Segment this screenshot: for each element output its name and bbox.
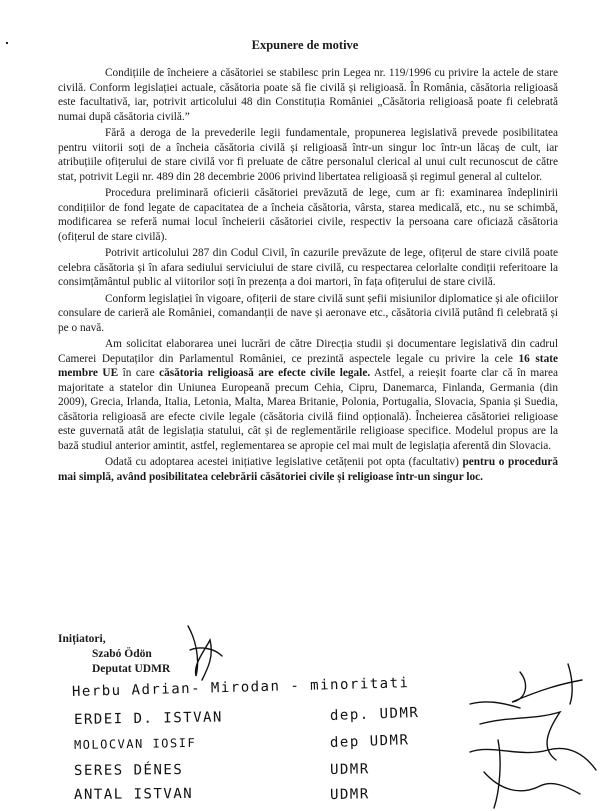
handwritten-party: UDMR [329,786,370,803]
paragraph-7-bold: pentru o procedură mai simplă, având posibilitatea celebrării căsătoriei civile și religioase într-un singur loc. [58,456,559,483]
initiators-heading: Inițiatori, [58,633,106,645]
handwritten-name: ERDEI D. ISTVAN [73,709,224,728]
handwritten-party: UDMR [329,761,370,778]
paragraph-7-text: Odată cu adoptarea acestei inițiative legislative cetățenii pot opta (facultativ) [105,456,463,468]
paragraph-5: Conform legislației în vigoare, ofițerii de stare civilă sunt șefii misiunilor diplomatice și ale oficiilor consulare de carieră ale României, comandanții de nave și aeronave etc., căsătoria civilă putând fi celebrată și pe o navă. [58,292,558,334]
signature-scribble [190,648,222,656]
signature-scribble [470,702,520,708]
paragraph-6-text-c: Astfel, a reieșit foarte clar că în marea majoritate a statelor din Uniunea Europeană precum Cehia, Cipru, Danemarca, Finlanda, Germania (din 2009), Grecia, Irlanda, Italia, Letonia, Malta, Marea Britanie, Polonia, Portugalia, Slovacia, Spania și Suedia, căsătoria religioasă are efecte civile legale (căsătoria civilă fiind opțională). Încheierea căsătoriei religioase este guvernată atât de legislația statului, cât și de reglementările religioase specifice. Modelul propus are la bază studiul anterior amintit, astfel, reglementarea se apropie cel mai mult de legislația aferentă din Slovacia. [58,367,558,452]
handwritten-name: MOLOCVAN IOSIF [73,735,197,752]
paragraph-1: Condițiile de încheiere a căsătoriei se stabilesc prin Legea nr. 119/1996 cu privire la actele de stare civilă. Conform legislației actuale, căsătoria poate să fie civilă și religioasă. În România, căsătoria religioasă este facultativă, iar, potrivit articolului 48 din Constituția României „Căsătoria religioasă poate fi celebrată numai după căsătoria civilă.” [58,67,558,123]
paragraph-2: Fără a deroga de la prevederile legii fundamentale, propunerea legislativă prevede posibilitatea pentru viitorii soți de a încheia căsătoria civilă și religioasă într-un singur loc într-un lăcaș de cult, iar atribuțiile ofițerului de stare civilă vor fi preluate de către personalul clerical al unui cult recunoscut de către stat, potrivit Legii nr. 489 din 28 decembrie 2006 privind libertatea religioasă și regimul general al cultelor. [58,127,558,183]
handwritten-signature-line: Herbu Adrian- Mirodan - minoritati [71,675,410,700]
paragraph-6-bold-b: căsătoria religioasă are efecte civile legale. [159,367,371,379]
signature-scribble [568,664,572,704]
signature-scribble [470,748,596,770]
paragraph-6-bold-a: 16 state membre UE [58,352,558,379]
handwritten-name: ANTAL ISTVAN [73,785,194,803]
handwritten-name: SERES DÉNES [73,762,184,779]
signature-scribble [188,626,211,680]
initiator-name: Szabó Ödön [92,648,152,660]
handwritten-party: dep UDMR [329,732,410,751]
paragraph-4: Potrivit articolului 287 din Codul Civil, în cazurile prevăzute de lege, ofițerul de stare civilă poate celebra căsătoria și în afara sediului serviciului de stare civilă, cu respectarea celorlalte condiții referitoare la consimțământul public al viitorilor soți în prezența a doi martori, în fața ofițerului de stare civilă. [58,247,558,288]
paragraph-6-text-b: în care [118,367,160,379]
initiator-role: Deputat UDMR [92,663,171,675]
handwritten-party: dep. UDMR [329,704,420,724]
document-title: Expunere de motive [251,38,359,52]
paragraph-3: Procedura preliminară oficierii căsătoriei prevăzută de lege, cum ar fi: examinarea îndeplinirii condițiilor de fond legate de capacitatea de a încheia căsătoria, vârsta, starea medicală, etc., nu se schimbă, modificarea se referă numai locul încheierii căsătoriei civile, respectiv la persoana care oficiază căsătoria (ofițerul de stare civilă). [58,187,558,243]
paragraph-6-text-a: Am solicitat elaborarea unei lucrări de către Direcția studii și documentare legislativă din cadrul Camerei Deputaților din Parlamentul României, ce prezintă aspectele legale cu privire la cele [58,338,558,365]
